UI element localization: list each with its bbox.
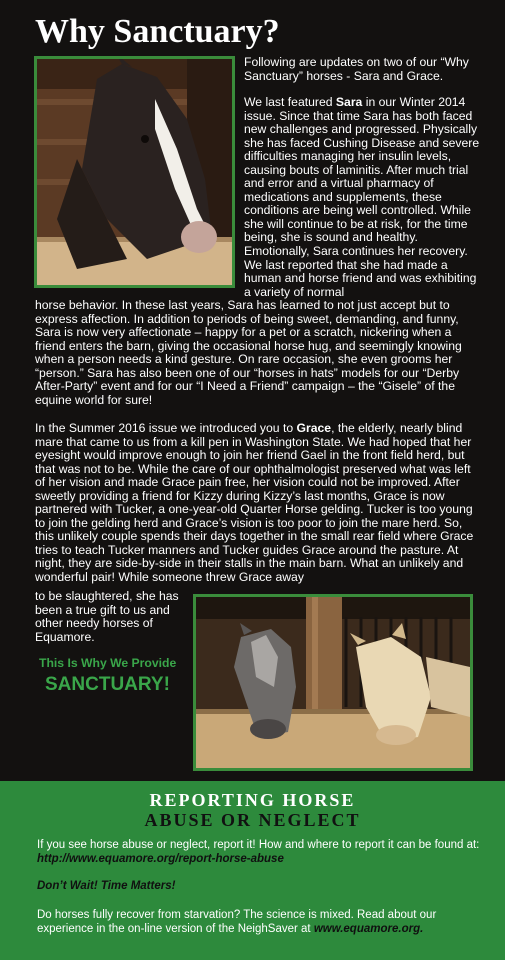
grace-paragraph [35, 422, 483, 585]
sara-lead: We last featured [244, 95, 336, 109]
page-title: Why Sanctuary? [35, 13, 280, 50]
sara-paragraph-top [244, 96, 480, 299]
sara-paragraph-rest: horse behavior. In these last years, Sara has learned to not just accept but to express affection. In addition to periods of being sweet, demanding, and funny, Sara is now very affectionate – happy for a pet or a scratch, nickering when a friend enters the barn, giving the occasional horse hug, and seemingly knowing when a person needs a kind gesture. On rare occasion, she even grooms her “person.” Sara has also been one of our “horses in hats” models for our “Derby After-Party” event and for our “I Need a Friend” campaign – the “Gisele” of the equine world for sure! [35, 298, 462, 407]
report-heading-line2: ABUSE OR NEGLECT [144, 810, 361, 830]
intro-paragraph: Following are updates on two of our “Why Sanctuary” horses - Sara and Grace. [244, 55, 469, 83]
report-abuse-link[interactable]: http://www.equamore.org/report-horse-abuse [37, 852, 284, 865]
equamore-link[interactable]: www.equamore.org. [313, 922, 424, 935]
grace-tucker-image [196, 597, 470, 768]
starvation-text: Do horses fully recover from starvation? The science is mixed. Read about our experience in the on-line version of the NeighSaver at [37, 909, 437, 935]
grace-paragraph-tail: to be slaughtered, she has been a true gift to us and other needy horses of Equamore. [35, 589, 179, 644]
grace-tucker-photo [193, 594, 473, 771]
report-heading-line1: REPORTING HORSE [149, 790, 356, 810]
sara-photo [34, 56, 235, 288]
starvation-paragraph [37, 909, 482, 936]
sara-text-top: in our Winter 2014 issue. Since that time Sara has both faced new challenges and progressed. Physically she has faced Cushing Disease and severe difficulties managing her insulin levels, causing bouts of laminitis. After much trial and error and a virtual pharmacy of medications and supplements, these conditions are being well controlled. While she will continue to be at risk, for the time being, she is sound and healthy. Emotionally, Sara continues her recovery. We last reported that she had made a human and horse friend and was exhibiting a variety of normal [244, 95, 480, 299]
sara-name: Sara [335, 95, 363, 109]
report-text: If you see horse abuse or neglect, report it! How and where to report it can be found at: [37, 839, 480, 851]
tagline-line2: SANCTUARY! [45, 674, 170, 695]
sara-horse-image [37, 59, 232, 285]
dont-wait-text: Don’t Wait! Time Matters! [37, 880, 176, 892]
grace-text: , the elderly, nearly blind mare that came to us from a kill pen in Washington State. We had hoped that her eyesight would improve enough to join her friend Gael in the front field herd, but that was not to be. While the care of our ophthalmologist preserved what was left of her vision and made Grace pain free, her vision could not be improved. After sweetly providing a friend for Kizzy during Kizzy’s last months, Grace is now partnered with Tucker, a one-year-old Quarter Horse gelding. Tucker is too young to join the gelding herd and Grace’s vision is too poor to join the mare herd. So, this unlikely couple spends their days together in the small rear field where Grace tries to teach Tucker manners and Tucker guides Grace around the pasture. At night, they are side-by-side in their stalls in the main barn. What an unlikely and wonderful pair! While someone threw Grace away [35, 421, 474, 585]
tagline-line1: This Is Why We Provide [39, 656, 177, 670]
grace-lead: In the Summer 2016 issue we introduced you to [35, 421, 297, 435]
grace-name: Grace [296, 421, 332, 435]
report-paragraph [37, 839, 482, 866]
